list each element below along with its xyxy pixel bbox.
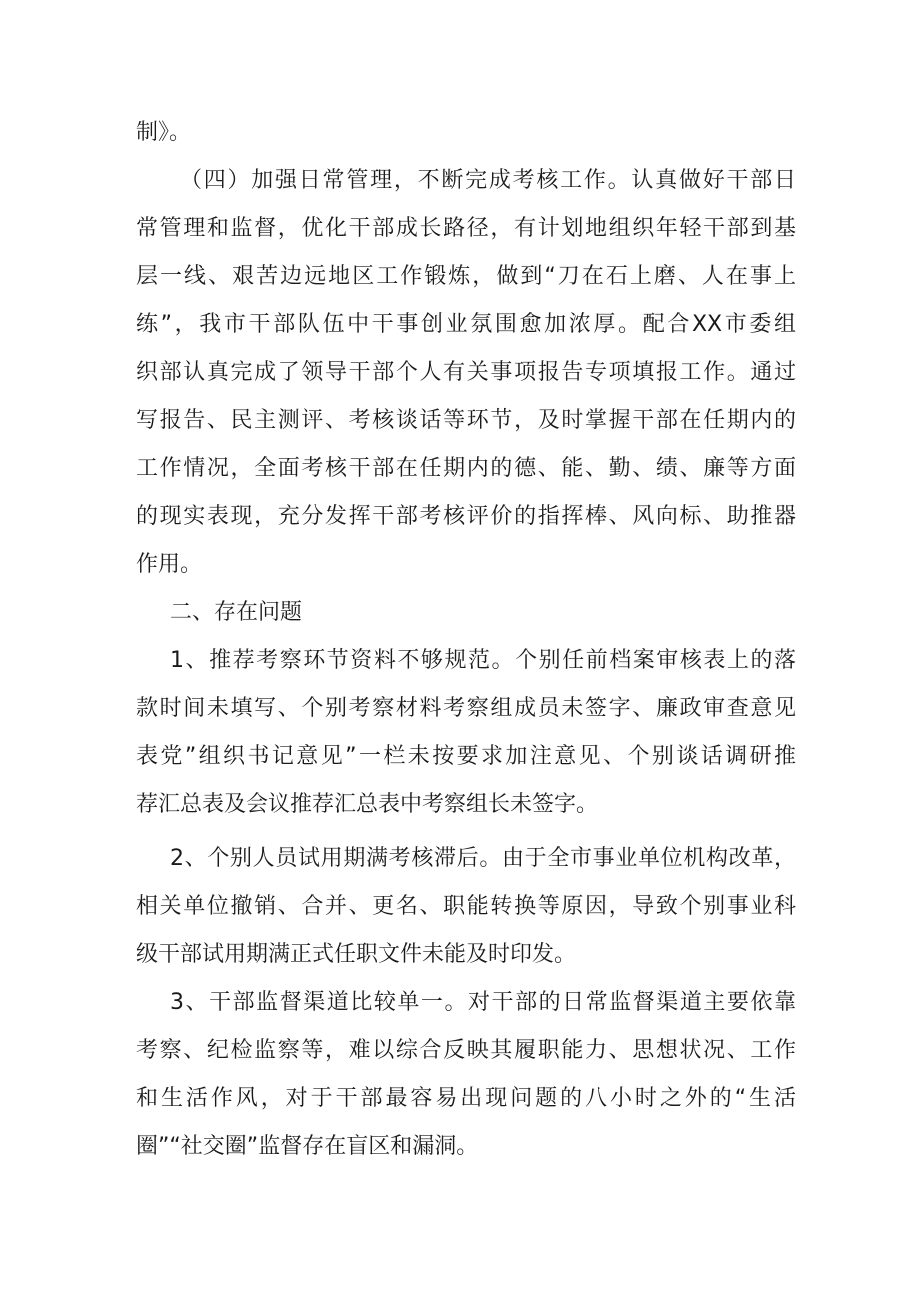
text-line: 织部认真完成了领导干部个人有关事项报告专项填报工作。通过: [136, 360, 796, 385]
text-line: 考察、纪检监察等，难以综合反映其履职能力、思想状况、工作: [136, 1038, 796, 1063]
text-line: 写报告、民主测评、考核谈话等环节，及时掌握干部在任期内的: [136, 408, 796, 433]
text-line: 制》。: [136, 120, 192, 145]
list-item-line: 1、推荐考察环节资料不够规范。个别任前档案审核表上的落: [170, 648, 796, 673]
text-line: 的现实表现，充分发挥干部考核评价的指挥棒、风向标、助推器: [136, 504, 796, 529]
list-item-line: 3、干部监督渠道比较单一。对干部的日常监督渠道主要依靠: [170, 990, 796, 1015]
text-line: 层一线、艰苦边远地区工作锻炼，做到“刀在石上磨、人在事上: [136, 264, 796, 289]
text-line: 表党”组织书记意见”一栏未按要求加注意见、个别谈话调研推: [136, 744, 796, 769]
text-line: 作用。: [136, 552, 203, 577]
text-line: 常管理和监督，优化干部成长路径，有计划地组织年轻干部到基: [136, 216, 796, 241]
text-line: 练”，我市干部队伍中干事创业氛围愈加浓厚。配合XX市委组: [136, 312, 796, 337]
text-line: 工作情况，全面考核干部在任期内的德、能、勤、绩、廉等方面: [136, 456, 796, 481]
list-item-line: 2、个别人员试用期满考核滞后。由于全市事业单位机构改革，: [170, 846, 796, 871]
text-line: 和生活作风，对于干部最容易出现问题的八小时之外的“生活: [136, 1086, 796, 1111]
text-line: 圈”“社交圈”监督存在盲区和漏洞。: [136, 1134, 479, 1159]
text-line: 荐汇总表及会议推荐汇总表中考察组长未签字。: [136, 792, 599, 817]
text-line: 相关单位撤销、合并、更名、职能转换等原因，导致个别事业科: [136, 894, 796, 919]
paragraph-heading-line: （四）加强日常管理，不断完成考核工作。认真做好干部日: [180, 168, 796, 193]
section-heading: 二、存在问题: [170, 600, 303, 625]
text-line: 级干部试用期满正式任职文件未能及时印发。: [136, 942, 577, 967]
text-line: 款时间未填写、个别考察材料考察组成员未签字、廉政审查意见: [136, 696, 796, 721]
